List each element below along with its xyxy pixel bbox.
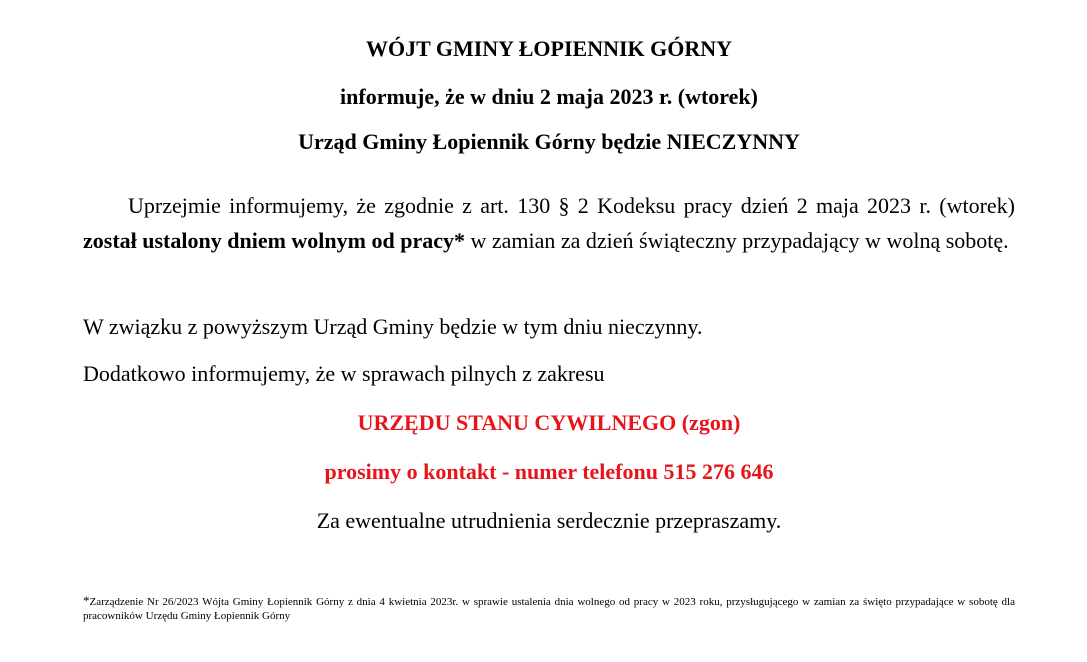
- footnote-marker: *: [83, 593, 90, 608]
- closure-paragraph: W związku z powyższym Urząd Gminy będzie w tym dniu nieczynny.: [83, 314, 703, 339]
- announcement-document: [83, 0, 1015, 662]
- day-off-emphasis: został ustalony dniem wolnym od pracy*: [83, 228, 465, 253]
- announcement-date-line: informuje, że w dniu 2 maja 2023 r. (wtorek): [340, 84, 758, 109]
- civil-registry-office: URZĘDU STANU CYWILNEGO (zgon): [357, 410, 741, 435]
- contact-phone-line: prosimy o kontakt - numer telefonu 515 276 646: [324, 459, 774, 484]
- urgent-matters-paragraph: Dodatkowo informujemy, że w sprawach pilnych z zakresu: [83, 361, 605, 386]
- apology-line: Za ewentualne utrudnienia serdecznie przepraszamy.: [316, 508, 782, 533]
- intro-text-start: Uprzejmie informujemy, że zgodnie z art. 130 § 2 Kodeksu pracy dzień 2 maja 2023 r. (wtorek): [128, 193, 1015, 218]
- intro-paragraph: [83, 188, 1015, 258]
- announcement-title: WÓJT GMINY ŁOPIENNIK GÓRNY: [365, 36, 733, 61]
- footnote-text: Zarządzenie Nr 26/2023 Wójta Gminy Łopiennik Górny z dnia 4 kwietnia 2023r. w sprawie ustalenia dnia wolnego od pracy w 2023 roku, przysługującego w zamian za święto przypadające w sobotę dla pracowników Urzędu Gminy Łopiennik Górny: [83, 596, 1015, 622]
- intro-text-end: w zamian za dzień świąteczny przypadający w wolną sobotę.: [464, 228, 1009, 253]
- office-closed-line: Urząd Gminy Łopiennik Górny będzie NIECZYNNY: [298, 129, 800, 154]
- footnote: [83, 594, 1015, 623]
